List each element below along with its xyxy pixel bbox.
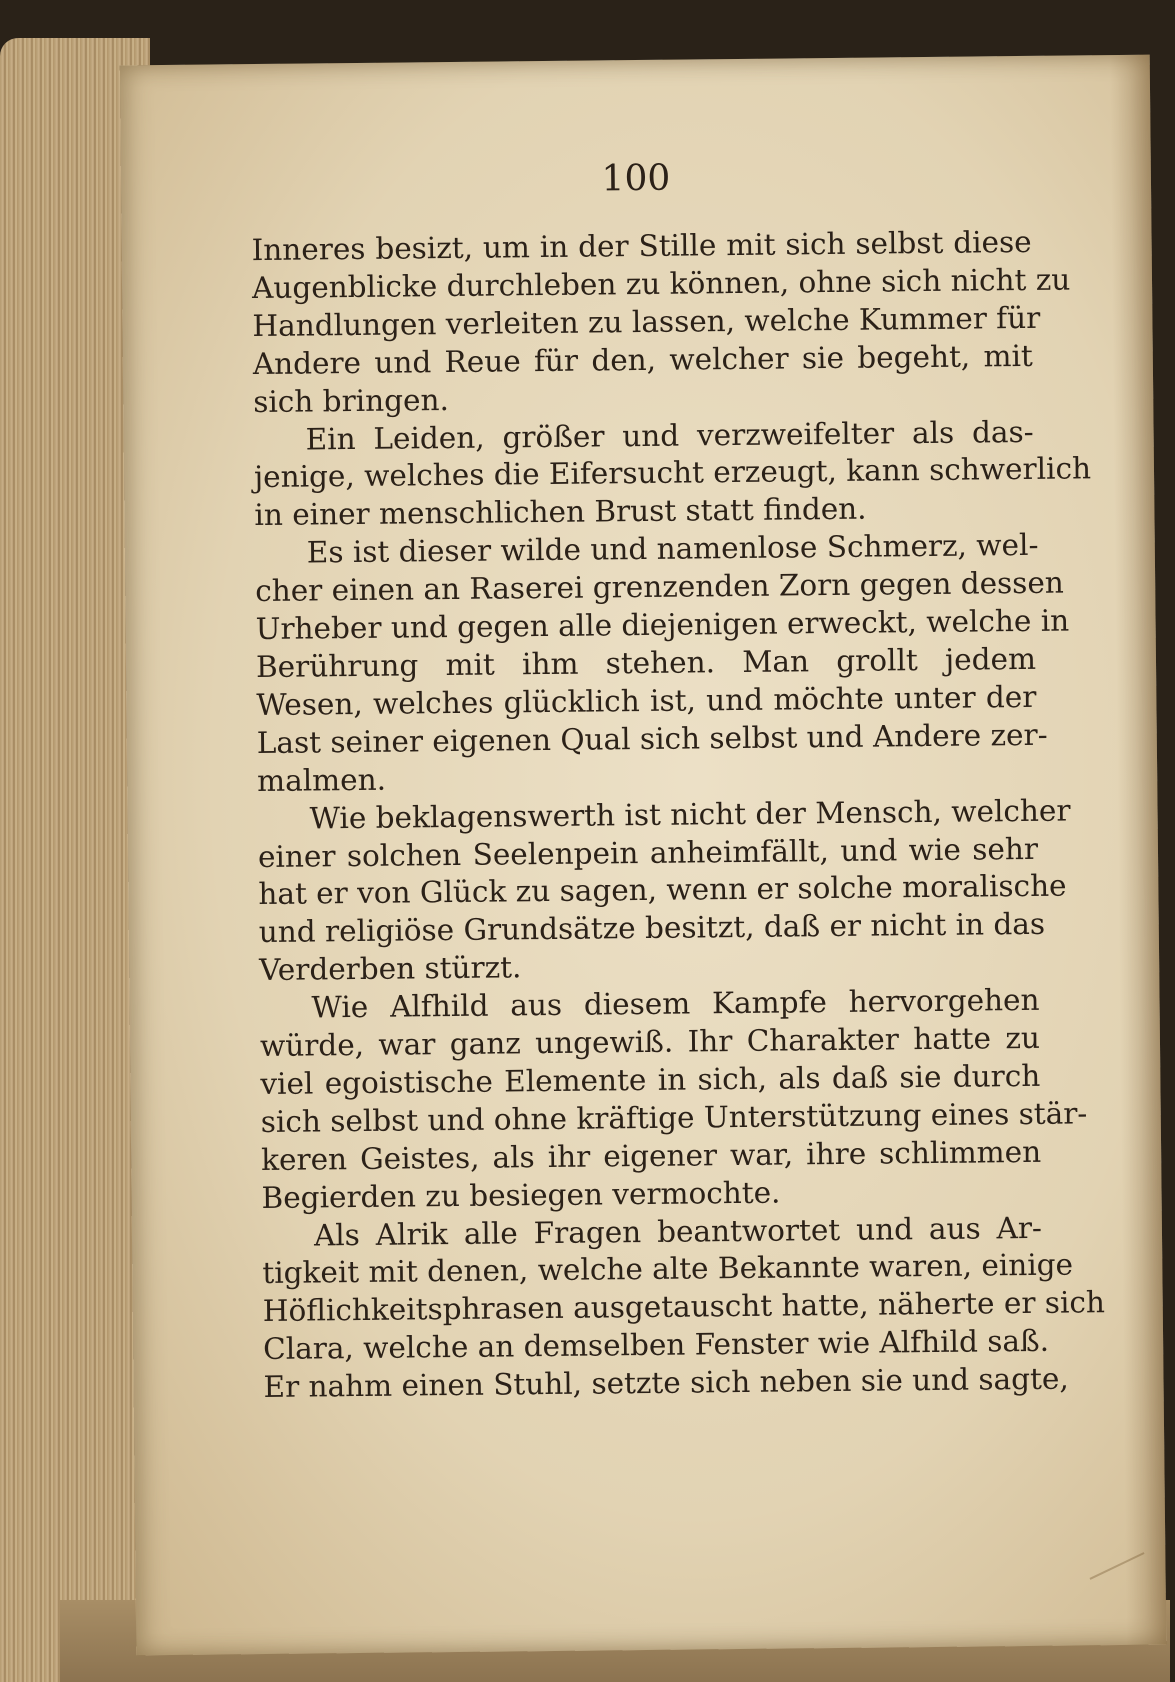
text-line: jenige, welches die Eifersucht erzeugt, kann schwerlich — [253, 451, 1092, 495]
text-line: Wesen, welches glücklich ist, und möchte unter der — [256, 679, 1037, 722]
text-line: Handlungen verleiten zu lassen, welche Kummer für — [252, 300, 1041, 343]
text-line: viel egoistische Elemente in sich, als daß sie durch — [260, 1058, 1041, 1101]
text-line: und religiöse Grundsätze besitzt, daß er nicht in das — [258, 907, 1046, 950]
text-line: Inneres besizt, um in der Stille mit sich selbst diese — [251, 224, 1032, 268]
text-line: Wie beklagenswerth ist nicht der Mensch, welcher — [309, 793, 1071, 836]
text-line: Es ist dieser wilde und namenlose Schmerz, wel- — [306, 528, 1039, 570]
text-line: cher einen an Raserei grenzenden Zorn gegen dessen — [255, 565, 1064, 609]
text-line: in einer menschlichen Brust statt finden. — [254, 491, 867, 533]
page-number: 100 — [601, 157, 671, 200]
text-line: Wie Alfhild aus diesem Kampfe hervorgehen — [311, 982, 1040, 1025]
text-line: Er nahm einen Stuhl, setzte sich neben sie und sagte, — [263, 1361, 1069, 1405]
text-line: einer solchen Seelenpein anheimfällt, und wie sehr — [257, 831, 1039, 874]
text-line: tigkeit mit denen, welche alte Bekannte waren, einige — [262, 1247, 1074, 1291]
text-line: Als Alrik alle Fragen beantwortet und aus Ar- — [313, 1210, 1043, 1253]
page-gutter — [1110, 55, 1167, 1645]
text-line: malmen. — [257, 762, 387, 798]
text-line: hat er von Glück zu sagen, wenn er solche moralische — [258, 868, 1067, 912]
text-line: Last seiner eigenen Qual sich selbst und Andere zer- — [256, 717, 1048, 760]
text-line: sich bringen. — [253, 382, 450, 419]
text-line: Urheber und gegen alle diejenigen erweckt, welche in — [255, 603, 1070, 647]
text-line: Clara, welche an demselben Fenster wie Alfhild saß. — [262, 1324, 1050, 1367]
text-line: Berührung mit ihm stehen. Man grollt jedem — [255, 641, 1037, 685]
text-line: würde, war ganz ungewiß. Ihr Charakter hatte zu — [259, 1020, 1041, 1064]
text-line: sich selbst und ohne kräftige Unterstützung eines stär- — [260, 1096, 1088, 1139]
text-line: Augenblicke durchleben zu können, ohne sich nicht zu — [251, 262, 1071, 305]
text-line: Ein Leiden, größer und verzweifelter als das- — [305, 414, 1034, 457]
text-line: Verderben stürzt. — [259, 950, 522, 988]
body-text — [251, 224, 1106, 1407]
text-line: Andere und Reue für den, welcher sie begeht, mit — [252, 338, 1033, 381]
book-page — [120, 55, 1167, 1656]
text-line: Höflichkeitsphrasen ausgetauscht hatte, näherte er sich — [262, 1285, 1106, 1329]
text-line: keren Geistes, als ihr eigener war, ihre schlimmen — [260, 1134, 1042, 1177]
text-line: Begierden zu besiegen vermochte. — [261, 1175, 781, 1215]
